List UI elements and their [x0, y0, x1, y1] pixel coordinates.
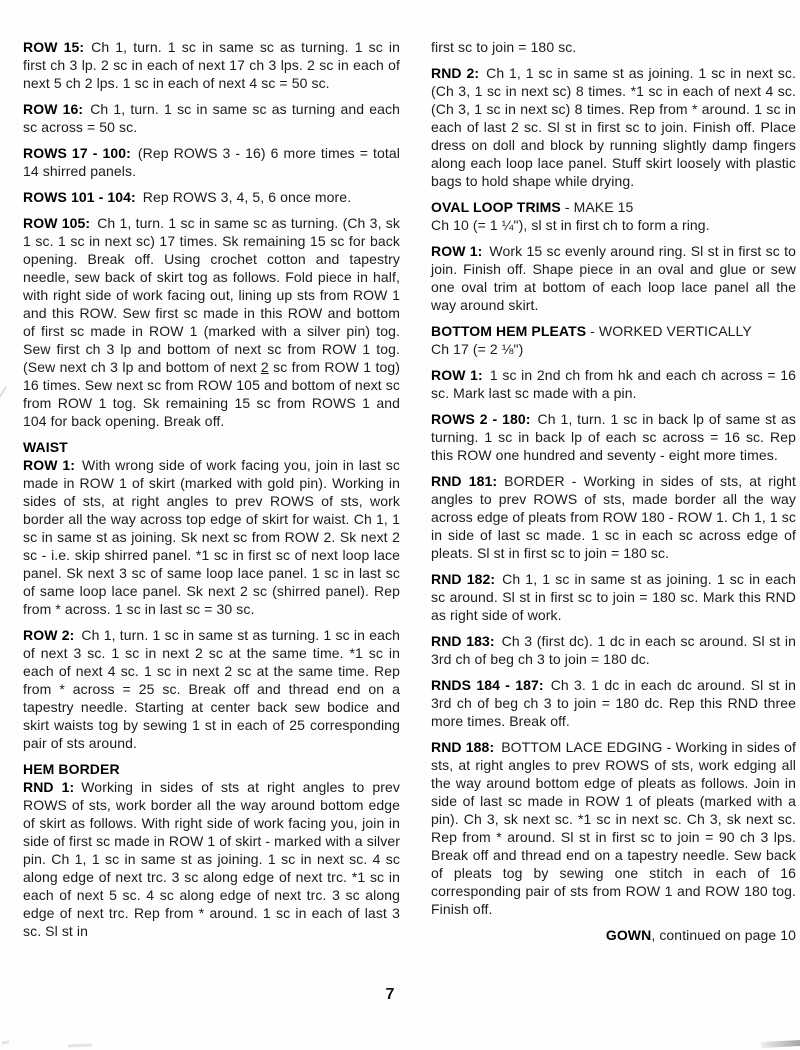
paragraph-text: sc from ROW 1 tog) 16 times. Sew next sc from ROW 105 and bottom of next sc from ROW 1 tog. Sk remaining 15 sc from ROWS 1 and 104 for back opening. Break off.	[23, 359, 400, 429]
paragraph-label: ROW 16:	[23, 101, 84, 117]
paragraph-label: ROW 1:	[431, 243, 483, 259]
paragraph-text: Ch 1, 1 sc in same st as joining. 1 sc in next sc. (Ch 3, 1 sc in next sc) 8 times. *1 sc in each of next 4 sc. (Ch 3, 1 sc in next sc) 8 times. Rep from * around. 1 sc in each of last 2 sc. Sl st in first sc to join. Finish off. Place dress on doll and block by running slightly damp fingers along each loop lace panel. Stuff skirt loosely with plastic bags to hold shape while drying.	[431, 65, 796, 189]
right-column	[431, 38, 796, 944]
paragraph-label: RND 181:	[431, 473, 498, 489]
paragraph-waist-row-1	[23, 456, 400, 618]
paragraph-continuation-line	[431, 38, 796, 56]
paragraph-row-105	[23, 214, 400, 430]
paragraph-pleats-setup	[431, 340, 796, 358]
paragraph-text: Ch 1, turn. 1 sc in same sc as turning. 1 sc in first ch 3 lp. 2 sc in each of next 17 ch 3 lps. 2 sc in each of next 5 ch 2 lps. 1 sc in each of next 4 sc = 50 sc.	[23, 39, 400, 91]
paragraph-text: Work 15 sc evenly around ring. Sl st in first sc to join. Finish off. Shape piece in an oval and glue or sew one oval trim at bottom of each loop lace panel all the way around skirt.	[431, 243, 796, 313]
paragraph-label: RND 2:	[431, 65, 480, 81]
paragraph-text: first sc to join = 180 sc.	[431, 39, 577, 55]
heading-title: OVAL LOOP TRIMS	[431, 199, 561, 215]
paragraph-label: ROW 1:	[431, 367, 483, 383]
paragraph-text: Ch 17 (= 2 ⅛")	[431, 341, 524, 357]
paragraph-rnd-188	[431, 738, 796, 918]
paragraph-label: ROW 105:	[23, 215, 91, 231]
paragraph-label: ROW 2:	[23, 627, 75, 643]
paragraph-label: ROWS 2 - 180:	[431, 411, 531, 427]
paragraph-text: Ch 1, turn. 1 sc in same sc as turning and each sc across = 50 sc.	[23, 101, 400, 135]
paragraph-text: Rep ROWS 3, 4, 5, 6 once more.	[142, 189, 352, 205]
underlined-number: 2	[260, 359, 269, 375]
section-heading-oval-loop-trims	[431, 198, 796, 216]
section-heading-hem-border: HEM BORDER	[23, 761, 120, 777]
paragraph-rnd-181	[431, 472, 796, 562]
paragraph-rnd-183	[431, 632, 796, 668]
heading-suffix: - WORKED VERTICALLY	[586, 323, 752, 339]
paragraph-label: ROW 1:	[23, 457, 76, 473]
scan-artifact-streak	[761, 1040, 800, 1048]
section-bottom-hem-pleats	[431, 322, 796, 358]
continuation-text: , continued on page 10	[651, 927, 796, 943]
paragraph-label: ROWS 101 - 104:	[23, 189, 136, 205]
paragraph-hem-border-rnd-1	[23, 778, 400, 940]
scan-artifact-speck	[2, 1041, 9, 1045]
paragraph-text: Ch 1, turn. 1 sc in same sc as turning. (Ch 3, sk 1 sc. 1 sc in next sc) 17 times. Sk remaining 15 sc for back opening. Break off. Using crochet cotton and tapestry needle, sew back of skirt tog as follows. Fold piece in half, with right side of work facing out, lining up sts from ROW 1 and this ROW. Sew first sc made in this ROW and bottom of first sc made in ROW 1 (marked with a silver pin) tog. Sew first ch 3 lp and bottom of next sc from ROW 1 tog. (Sew next ch 3 lp and bottom of next	[23, 215, 400, 375]
paragraph-oval-loop-trims-setup	[431, 216, 796, 234]
paragraph-label: RND 183:	[431, 633, 495, 649]
paragraph-text: BORDER - Working in sides of sts, at right angles to prev ROWS of sts, made border all the way across edge of pleats from ROW 180 - ROW 1. Ch 1, 1 sc in side of last sc made. 1 sc in each sc across edge of pleats. Sl st in first sc to join = 180 sc.	[431, 473, 796, 561]
paragraph-rows-101-104	[23, 188, 400, 206]
section-oval-loop-trims	[431, 198, 796, 234]
paragraph-label: ROW 15:	[23, 39, 85, 55]
paragraph-text: Ch 1, turn. 1 sc in back lp of same st as turning. 1 sc in back lp of each sc across = 16 sc. Rep this ROW one hundred and seventy - eight more times.	[431, 411, 796, 463]
paragraph-text: (Rep ROWS 3 - 16) 6 more times = total 14 shirred panels.	[23, 145, 400, 179]
paragraph-rnd-2	[431, 64, 796, 190]
paragraph-text: Working in sides of sts at right angles to prev ROWS of sts, work border all the way around bottom edge of skirt as follows. With right side of work facing you, join in side of first sc made in ROW 1 of skirt - marked with a silver pin. Ch 1, 1 sc in same st as joining. 1 sc in next sc. 4 sc along edge of next trc. 3 sc along edge of next trc. *1 sc in each of next 5 sc. 4 sc along edge of next trc. 3 sc along edge of next trc. Rep from * around. 1 sc in each of last 3 sc. Sl st in	[23, 779, 400, 939]
scan-artifact-pencil-mark	[0, 386, 15, 403]
paragraph-oval-row-1	[431, 242, 796, 314]
section-heading-waist: WAIST	[23, 439, 68, 455]
section-heading-bottom-hem-pleats	[431, 322, 796, 340]
continuation-title: GOWN	[605, 927, 652, 943]
paragraph-row-16	[23, 100, 400, 136]
paragraph-text: Ch 1, turn. 1 sc in same st as turning. 1 sc in each of next 3 sc. 1 sc in next 2 sc at the same time. *1 sc in each of next 4 sc. 1 sc in next 2 sc at the same time. Rep from * across = 25 sc. Break off and thread end on a tapestry needle. Starting at center back sew bodice and skirt waists tog by sewing 1 st in each of 25 corresponding pair of sts around.	[23, 627, 401, 751]
paragraph-pleats-row-1	[431, 366, 796, 402]
paragraph-rows-17-100	[23, 144, 400, 180]
left-column	[23, 38, 400, 940]
paragraph-text: Ch 10 (= 1 ¼"), sl st in first ch to form a ring.	[431, 217, 710, 233]
paragraph-text: Ch 3 (first dc). 1 dc in each sc around. Sl st in 3rd ch of beg ch 3 to join = 180 dc.	[431, 633, 797, 667]
heading-title: BOTTOM HEM PLEATS	[431, 323, 587, 339]
paragraph-label: RNDS 184 - 187:	[431, 677, 544, 693]
paragraph-label: ROWS 17 - 100:	[23, 145, 131, 161]
paragraph-row-15	[23, 38, 400, 92]
paragraph-rnds-184-187	[431, 676, 796, 730]
paragraph-rnd-182	[431, 570, 796, 624]
page-number: 7	[385, 986, 395, 1003]
scan-artifact-speck	[68, 1044, 92, 1048]
paragraph-text: 1 sc in 2nd ch from hk and each ch across = 16 sc. Mark last sc made with a pin.	[431, 367, 797, 401]
paragraph-waist-row-2	[23, 626, 400, 752]
paragraph-label: RND 182:	[431, 571, 496, 587]
paragraph-text: With wrong side of work facing you, join in last sc made in ROW 1 of skirt (marked with gold pin). Working in sides of sts, at right angles to prev ROWS of sts, work border all the way across top edge of skirt for waist. Ch 1, 1 sc in same st as joining. Sk next sc from ROW 2. Sk next 2 sc - i.e. skip shirred panel. *1 sc in first sc of next loop lace panel. Sk next 3 sc of same loop lace panel. 1 sc in last sc of same loop lace panel. Sk next 2 sc (shirred panel). Rep from * across. 1 sc in last sc = 30 sc.	[23, 457, 400, 617]
continuation-note	[431, 926, 796, 944]
paragraph-text: Ch 3. 1 dc in each dc around. Sl st in 3rd ch of beg ch 3 to join = 180 dc. Rep this RND three more times. Break off.	[431, 677, 796, 729]
paragraph-text: Ch 1, 1 sc in same st as joining. 1 sc in each sc around. Sl st in first sc to join = 180 sc. Mark this RND as right side of work.	[431, 571, 796, 623]
paragraph-label: RND 188:	[431, 739, 495, 755]
paragraph-rows-2-180	[431, 410, 796, 464]
paragraph-text: BOTTOM LACE EDGING - Working in sides of sts, at right angles to prev ROWS of sts, work edging all the way around bottom edge of pleats as follows. Join in side of last sc made in ROW 1 of pleats (marked with a pin). Ch 3, sk next sc. *1 sc in next sc. Ch 3, sk next sc. Rep from * around. Sl st in first sc to join = 90 ch 3 lps. Break off and thread end on a tapestry needle. Sew back of pleats tog by sewing one stitch in each of 16 corresponding pair of sts from ROW 1 and ROW 180 tog. Finish off.	[431, 739, 796, 917]
heading-suffix: - MAKE 15	[560, 199, 634, 215]
paragraph-label: RND 1:	[23, 779, 75, 795]
